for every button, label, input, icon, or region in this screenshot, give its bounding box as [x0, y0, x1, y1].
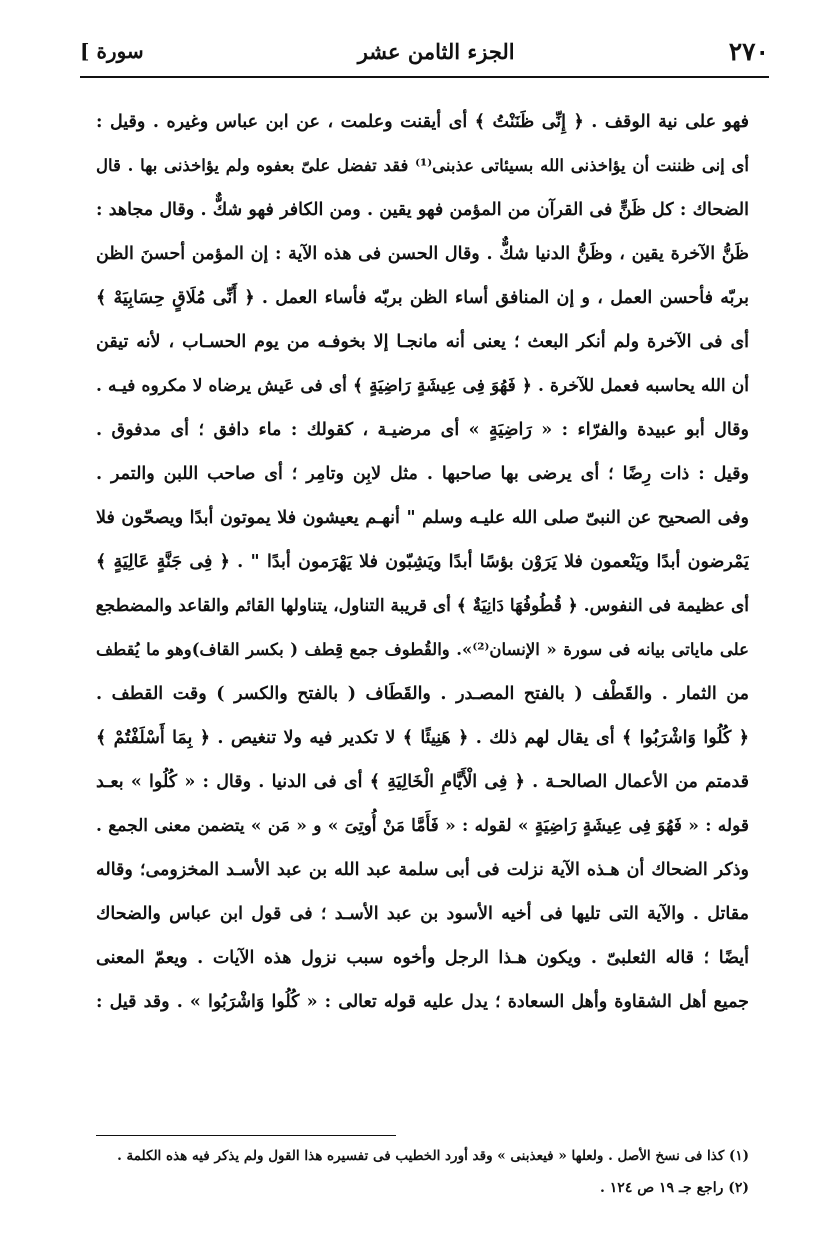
- body-line: وفى الصحيح عن النبىّ صلى الله عليـه وسلم " أنهـم يعيشون فلا يموتون أبدًا ويصحّون فلا: [96, 508, 749, 528]
- body-line: أن الله يحاسبه فعمل للآخرة . ﴿ فَهُوَ فِى عِيشَةٍ رَاضِيَةٍ ﴾ أى فى عَيش يرضاه لا مكروه فيـه .: [96, 376, 749, 396]
- body-line: وذكر الضحاك أن هـذه الآية نزلت فى أبى سلمة عبد الله بن عبد الأسـد المخزومى؛ وقاله: [96, 860, 749, 880]
- body-line: الضحاك : كل ظَنٍّ فى القرآن من المؤمن فهو يقين . ومن الكافر فهو شكٌّ . وقال مجاهد :: [96, 200, 749, 220]
- body-line: وقيل : ذات رِضًا ؛ أى يرضى بها صاحبها . مثل لابِن وتامِر ؛ أى صاحب اللبن والتمر .: [96, 464, 749, 484]
- footnotes: [96, 1140, 749, 1204]
- body-line: ﴿ كُلُوا وَاشْرَبُوا ﴾ أى يقال لهم ذلك . ﴿ هَنِيئًا ﴾ لا تكدير فيه ولا تنغيص . ﴿ بِمَا أَسْلَفْتُمْ ﴾: [96, 728, 749, 748]
- footnote: (١) كذا فى نسخ الأصل . ولعلها « فيعذبنى » وقد أورد الخطيب فى تفسيره هذا القول ولم يذكر فيه هذه الكلمة .: [117, 1148, 749, 1164]
- body-line: من الثمار . والقَطْف ( بالفتح المصـدر . والقَطَاف ( بالفتح والكسر ) وقت القطف .: [96, 684, 749, 704]
- page-number: ٢٧٠: [728, 36, 769, 66]
- body-line: قدمتم من الأعمال الصالحـة . ﴿ فِى الْأَيَّامِ الْخَالِيَةِ ﴾ أى فى الدنيا . وقال : « كُلُوا » بعـد: [96, 772, 749, 792]
- body-line: ظَنُّ الآخرة يقين ، وظَنُّ الدنيا شكٌّ . وقال الحسن فى هذه الآية : إن المؤمن أحسنَ الظن: [96, 244, 749, 264]
- body-line: أى إنى ظننت أن يؤاخذنى الله بسيئاتى عذبنى⁽¹⁾ فقد تفضل علىّ بعفوه ولم يؤاخذنى بها . قال: [96, 156, 749, 175]
- body-line: مقاتل . والآية التى تليها فى أخيه الأسود بن عبد الأسـد ؛ فى قول ابن عباس والضحاك: [96, 904, 749, 924]
- body-line: وقال أبو عبيدة والفرّاء : « رَاضِيَةٍ » أى مرضيـة ، كقولك : ماء دافق ؛ أى مدفوق .: [96, 420, 749, 440]
- header-divider: [80, 76, 769, 78]
- body-line: يَمْرضون أبدًا ويَنْعمون فلا يَرَوْن بؤسًا أبدًا ويَشِبّون فلا يَهْرَمون أبدًا " . ﴿ فِى جَنَّةٍ عَالِيَةٍ ﴾: [96, 552, 749, 572]
- footnote: (٢) راجع جـ ١٩ ص ١٢٤ .: [600, 1180, 749, 1196]
- body-line: فهو على نية الوقف . ﴿ إِنِّى ظَنَنْتُ ﴾ أى أيقنت وعلمت ، عن ابن عباس وغيره . وقيل :: [96, 112, 749, 132]
- page-header: [80, 28, 769, 74]
- body-text: [96, 100, 749, 1024]
- body-line: على ماياتى بيانه فى سورة « الإنسان⁽²⁾». والقُطوف جمع قِطف ( بكسر القاف)وهو ما يُقطف: [96, 640, 749, 659]
- footnote-divider: [96, 1135, 396, 1136]
- body-line: بربّه فأحسن العمل ، و إن المنافق أساء الظن بربّه فأساء العمل . ﴿ أَنِّى مُلَاقٍ حِسَابِيَهْ ﴾: [96, 288, 749, 308]
- body-line: قوله : « فَهُوَ فِى عِيشَةٍ رَاضِيَةٍ » لقوله : « فَأَمَّا مَنْ أُوتِىَ » و « مَن » يتضمن معنى الجمع .: [96, 816, 749, 836]
- body-line: أى عظيمة فى النفوس. ﴿ قُطُوفُهَا دَانِيَةٌ ﴾ أى قريبة التناول، يتناولها القائم والقاعد والمضطجع: [96, 596, 749, 616]
- body-line: جميع أهل الشقاوة وأهل السعادة ؛ يدل عليه قوله تعالى : « كُلُوا وَاشْرَبُوا » . وقد قيل :: [96, 992, 749, 1012]
- body-line: أى فى الآخرة ولم أنكر البعث ؛ يعنى أنه مانجـا إلا بخوفـه من يوم الحسـاب ، لأنه تيقن: [96, 332, 749, 352]
- body-line: أيضًا ؛ قاله الثعلبىّ . ويكون هـذا الرجل وأخوه سبب نزول هذه الآيات . ويعمّ المعنى: [96, 948, 749, 968]
- running-title: الجزء الثامن عشر: [357, 38, 515, 64]
- surah-label: سورة ]: [80, 39, 144, 63]
